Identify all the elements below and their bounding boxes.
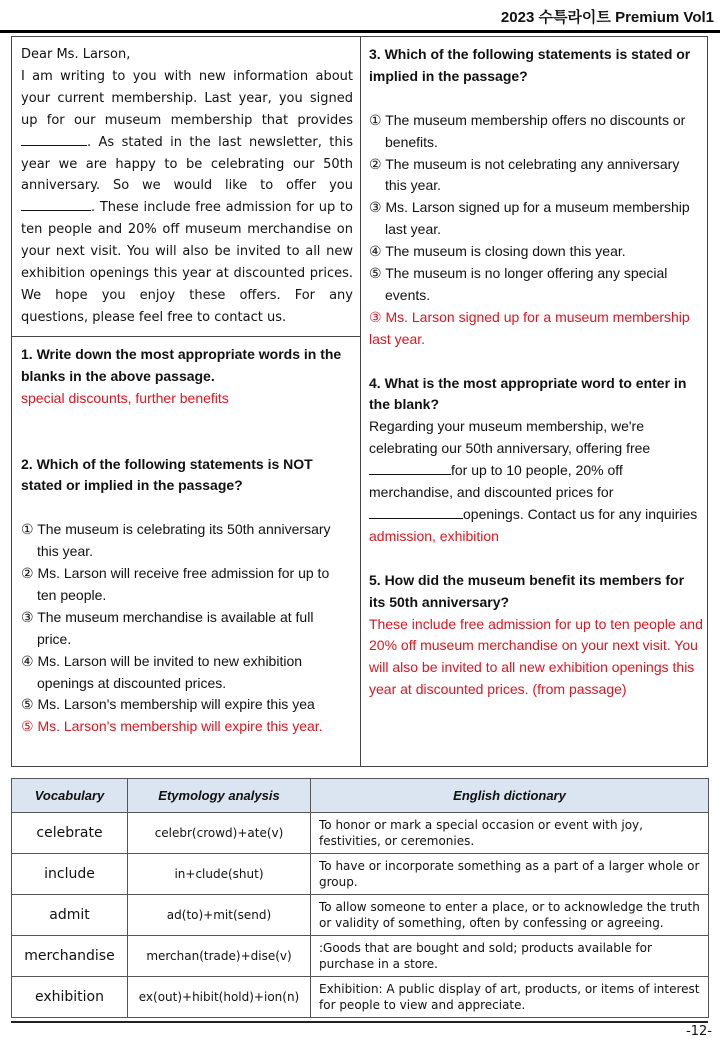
passage-text-1: I am writing to you with new information about your current membership. Last year, you signed up for our museum membership that provides	[21, 68, 353, 128]
q2-option-3: ③ The museum merchandise is available at full price.	[21, 608, 314, 647]
q2-option-4: ④ Ms. Larson will be invited to new exhibition openings at discounted prices.	[21, 652, 303, 691]
page-number: -12-	[686, 1024, 712, 1039]
vocab-definition: To allow someone to enter a place, or to acknowledge the truth or validity of something, often by confessing or agreeing.	[311, 895, 709, 936]
q1-title: 1. Write down the most appropriate words in the blanks in the above passage.	[21, 346, 342, 384]
q4-blank-2	[369, 506, 463, 519]
vocab-row	[12, 895, 709, 936]
vocab-etymology: in+clude(shut)	[128, 854, 311, 895]
vocab-row	[12, 977, 709, 1018]
vocab-row	[12, 813, 709, 854]
q2-option-1: ① The museum is celebrating its 50th anniversary this year.	[21, 521, 331, 560]
passage-salutation: Dear Ms. Larson,	[21, 47, 131, 62]
q3-option-2: ② The museum is not celebrating any anniversary this year.	[369, 155, 680, 194]
header-rule	[0, 30, 720, 33]
vocab-definition: Exhibition: A public display of art, products, or items of interest for people to view and appreciate.	[311, 977, 709, 1018]
vocab-bottom-rule	[11, 1021, 708, 1023]
q5-title: 5. How did the museum benefit its members for its 50th anniversary?	[369, 571, 685, 610]
q1-answer: special discounts, further benefits	[21, 389, 229, 406]
q4-text-2: for up to 10 people, 20% off merchandise, and discounted prices for	[369, 462, 623, 501]
vocab-definition: To honor or mark a special occasion or event with joy, festivities, or ceremonies.	[311, 813, 709, 854]
vocab-etymology: celebr(crowd)+ate(v)	[128, 813, 311, 854]
vocab-word: merchandise	[12, 936, 128, 977]
vocab-etymology: ex(out)+hibit(hold)+ion(n)	[128, 977, 311, 1018]
passage	[21, 44, 353, 329]
vocab-header-row	[12, 779, 709, 813]
vocab-word: exhibition	[12, 977, 128, 1018]
right-questions	[369, 44, 703, 701]
passage-divider	[12, 336, 360, 337]
question-box	[11, 36, 708, 767]
vocab-row	[12, 936, 709, 977]
q3-option-4: ④ The museum is closing down this year.	[369, 243, 626, 260]
q2-option-2: ② Ms. Larson will receive free admission for up to ten people.	[21, 565, 330, 603]
vocab-etymology: ad(to)+mit(send)	[128, 895, 311, 936]
vocab-definition: To have or incorporate something as a part of a larger whole or group.	[311, 854, 709, 895]
q3-title: 3. Which of the following statements is stated or implied in the passage?	[369, 46, 691, 84]
vocab-header-word: Vocabulary	[12, 779, 128, 813]
passage-text-3: . These include free admission for up to ten people and 20% off museum merchandise on your next visit. You will also be invited to all new exhibition openings this year at discounted prices. We hope you enjoy these offers. For any questions, please feel free to contact us.	[21, 200, 353, 325]
q4-summary	[369, 416, 703, 526]
vocab-definition: :Goods that are bought and sold; products available for purchase in a store.	[311, 936, 709, 977]
vocab-word: admit	[12, 895, 128, 936]
q4-text-3: openings. Contact us for any inquiries	[463, 506, 698, 522]
q4-text-1: Regarding your museum membership, we're celebrating our 50th anniversary, offering free	[369, 418, 651, 457]
passage-body	[21, 66, 353, 329]
vocab-header-etymology: Etymology analysis	[128, 779, 311, 813]
vocab-word: include	[12, 854, 128, 895]
q4-title: 4. What is the most appropriate word to enter in the blank?	[369, 374, 687, 413]
q3-option-1: ① The museum membership offers no discounts or benefits.	[369, 111, 686, 150]
vocab-etymology: merchan(trade)+dise(v)	[128, 936, 311, 977]
passage-text-2: . As stated in the last newsletter, this year we are happy to be celebrating our 50th anniversary. So we would like to offer you	[21, 134, 353, 194]
header-title: 2023 수특라이트 Premium Vol1	[500, 9, 714, 26]
vocabulary-table	[11, 778, 709, 1018]
q3-answer: ③ Ms. Larson signed up for a museum membership last year.	[369, 308, 690, 347]
passage-blank-2	[21, 198, 91, 211]
passage-blank-1	[21, 133, 87, 146]
q2-title: 2. Which of the following statements is NOT stated or implied in the passage?	[21, 455, 313, 494]
q2-option-5: ⑤ Ms. Larson's membership will expire this yea	[21, 696, 315, 713]
column-divider	[360, 37, 361, 766]
q2-answer: ⑤ Ms. Larson's membership will expire this year.	[21, 718, 323, 735]
q3-option-5: ⑤ The museum is no longer offering any special events.	[369, 265, 668, 303]
q4-answer: admission, exhibition	[369, 527, 499, 544]
q5-answer: These include free admission for up to ten people and 20% off museum merchandise on your next visit. You will also be invited to all new exhibition openings this year at discounted prices. (from passage)	[369, 615, 703, 698]
vocab-header-definition: English dictionary	[311, 779, 709, 813]
vocab-word: celebrate	[12, 813, 128, 854]
left-questions	[21, 344, 351, 738]
q3-option-3: ③ Ms. Larson signed up for a museum membership last year.	[369, 199, 690, 238]
q4-blank-1	[369, 462, 451, 475]
vocab-row	[12, 854, 709, 895]
